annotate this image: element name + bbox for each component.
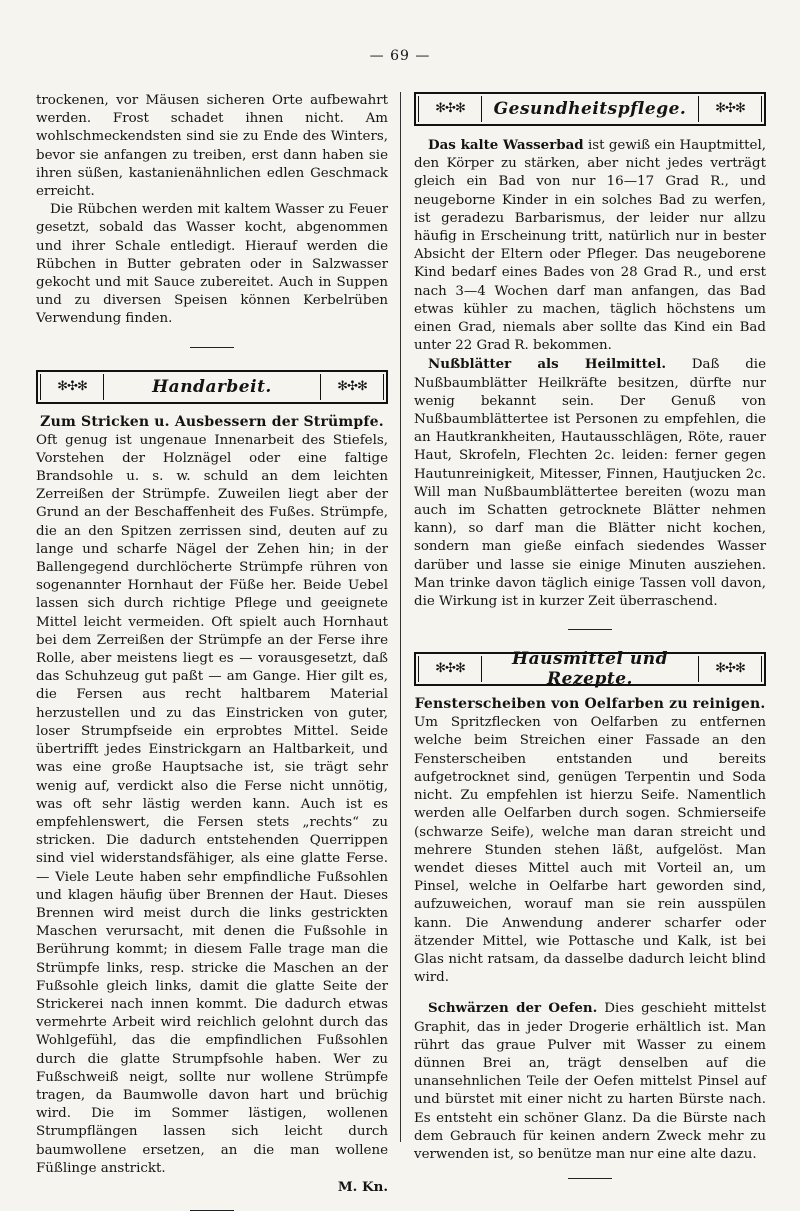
stove-lead: Schwärzen der Oefen. — [428, 1000, 598, 1017]
right-column — [414, 92, 766, 1179]
ornament-left-icon: ✻✣✻ — [418, 656, 482, 682]
nut-paragraph — [414, 355, 766, 611]
ornament-right-icon: ✻✣✻ — [698, 656, 762, 682]
nut-text: Daß die Nußbaumblätter Heilkräfte besitzen, dürfte nur wenig bekannt sein. Der Genuß von Nußbaumblättertee ist Personen zu empfehlen, die an Hautkrankheiten, Hautausschlägen, Röte, rauer Haut, Skrofeln, Flechten 2c. leiden: ferner gegen Hautunreinigkeit, Mitesser, Finnen, Hautjucken 2c. Will man Nußbaumblättertee bereiten (wozu man auch im Schatten getrocknete Blätter nehmen kann), so darf man die Blätter nicht kochen, sondern man gieße einfach siedendes Wasser darüber und lasse sie einige Minuten ausziehen. Man trinke davon täglich einige Tassen voll davon, die Wirkung ist in kurzer Zeit überraschend. — [414, 357, 766, 610]
separator-line-end — [568, 1178, 612, 1179]
section-title: Handarbeit. — [152, 376, 272, 397]
page-number: — 69 — — [369, 48, 431, 64]
signature: M. Kn. — [337, 1178, 388, 1195]
intro-paragraph-2: Die Rübchen werden mit kaltem Wasser zu Feuer gesetzt, sobald das Wasser kocht, abgenommen und ihrer Schale entledigt. Hierauf werden die Rübchen in Butter gebraten oder in Salzwasser gekocht und mit Sauce zubereitet. Auch in Suppen und zu diversen Speisen können Kerbelrüben Verwendung finden. — [36, 202, 388, 327]
bath-lead: Das kalte Wasserbad — [428, 137, 584, 153]
intro-paragraph-1: trockenen, vor Mäusen sicheren Orte aufbewahrt werden. Frost schadet ihnen nicht. Am wohlschmeckendsten sind sie zu Ende des Winters, bevor sie anfangen zu treiben, erst dann haben sie ihren süßen, kastanienähnlichen edlen Geschmack erreicht. — [36, 93, 388, 200]
section-header-handarbeit — [36, 370, 388, 404]
column-divider — [400, 92, 401, 1142]
window-article-text: Um Spritzflecken von Oelfarben zu entfernen welche beim Streichen einer Fassade an den Fensterscheiben entstanden und bereits aufgetrocknet sind, genügen Terpentin und Soda nicht. Zu empfehlen ist hierzu Seife. Namentlich werden alle Oelfarben durch sogen. Schmierseife (schwarze Seife), welche man daran streicht und mehrere Stunden stehen läßt, aufgelöst. Man wendet dieses Mittel auch mit Vorteil an, um Pinsel, welche in Oelfarbe hart geworden sind, aufzuweichen, worauf man sie rein ausspülen kann. Die Anwendung anderer scharfer oder ätzender Mittel, wie Pottasche und Kalk, ist bei Glas nicht ratsam, da dasselbe dadurch leicht blind wird. — [414, 715, 766, 986]
stove-text: Dies geschieht mittelst Graphit, das in jeder Drogerie erhältlich ist. Man rührt das graue Pulver mit Wasser zu einem dünnen Brei an, trägt denselben auf die unansehnlichen Teile der Oefen mittelst Pinsel auf und bürstet mit einer nicht zu harten Bürste nach. Es entsteht ein schöner Glanz. Da die Bürste nach dem Gebrauch für keinen andern Zweck mehr zu verwenden ist, so benütze man nur eine alte dazu. — [414, 1001, 766, 1162]
section-title: Hausmittel und Rezepte. — [512, 649, 668, 690]
ornament-right-icon: ✻✣✻ — [698, 96, 762, 122]
article-title: Zum Stricken u. Ausbessern der Strümpfe. — [40, 413, 384, 430]
separator-line — [568, 629, 612, 630]
section-title: Gesundheitspflege. — [493, 99, 687, 119]
section-header-gesundheitspflege — [414, 92, 766, 126]
window-article-title: Fensterscheiben von Oelfarben zu reinigen. — [414, 696, 766, 713]
article-text: Oft genug ist ungenaue Innenarbeit des Stiefels, Vorstehen der Holznägel oder eine faltige Brandsohle u. s. w. schuld an dem leichten Zerreißen der Strümpfe. Zuweilen liegt aber der Grund an der Beschaffenheit des Fußes. Strümpfe, die an den Spitzen zerrissen sind, deuten auf zu lange und scharfe Nägel der Zehen hin; in der Ballengegend durchlöcherte Strümpfe rühren von sogenannter Hornhaut der Füße her. Beide Uebel lassen sich durch richtige Pflege und geeignete Mittel leicht vermeiden. Oft spielt auch Hornhaut bei dem Zerreißen der Strümpfe an der Ferse ihre Rolle, aber meistens liegt es — vorausgesetzt, daß das Schuhzeug gut paßt — am Gange. Hier gilt es, die Fersen aus recht haltbarem Material herzustellen und zu das Einstricken von guter, loser Strumpfseide ein erprobtes Mittel. Seide übertrifft jedes Einstrickgarn an Haltbarkeit, und was eine große Hauptsache ist, sie trägt sehr wenig auf, verdickt also die Ferse nicht unnötig, was oft sehr lästig werden kann. Auch ist es empfehlenswert, die Fersen stets „rechts“ zu stricken. Die dadurch entstehenden Querrippen sind viel widerstandsfähiger, als eine glatte Ferse. — Viele Leute haben sehr empfindliche Fußsohlen und klagen häufig über Brennen der Haut. Dieses Brennen wird meist durch die links gestrickten Maschen verursacht, mit denen die Fußsohle in Berührung kommt; in diesem Falle trage man die Strümpfe links, resp. stricke die Maschen an der Fußsohle gleich links, damit die glatte Seite der Strickerei nach innen kommt. Die dadurch etwas vermehrte Arbeit wird reichlich gelohnt durch das Wohlgefühl, das die empfindlichen Fußsohlen durch die glatte Strumpfsohle haben. Wer zu Fußschweiß neigt, sollte nur wollene Strümpfe tragen, da Baumwolle davon hart und brüchig wird. Die im Sommer lästigen, wollenen Strumpflängen lassen sich leicht durch baumwollene ersetzen, an die man wollene Füßlinge anstrickt. — [36, 432, 388, 1176]
bath-paragraph — [414, 136, 766, 355]
left-column — [36, 92, 388, 1211]
stove-paragraph — [414, 999, 766, 1164]
ornament-right-icon: ✻✣✻ — [320, 374, 384, 400]
bath-text: ist gewiß ein Hauptmittel, den Körper zu stärken, aber nicht jedes verträgt gleich ein Bad von nur 16—17 Grad R., und neugeborne Kinder in ein solches Bad zu werfen, ist geradezu Barbarismus, der leider nur allzu häufig in Erscheinung tritt, natürlich nur in bester Absicht der Eltern oder Pfleger. Das neugeborene Kind bedarf eines Bades von 28 Grad R., und erst nach 3—4 Wochen darf man anfangen, das Bad etwas kühler zu machen, täglich höchstens um einen Grad, niemals aber sollte das Kind ein Bad unter 22 Grad R. bekommen. — [414, 138, 766, 354]
separator-line — [190, 347, 234, 348]
ornament-left-icon: ✻✣✻ — [40, 374, 104, 400]
ornament-left-icon: ✻✣✻ — [418, 96, 482, 122]
nut-lead: Nußblätter als Heilmittel. — [428, 356, 667, 373]
section-header-hausmittel — [414, 649, 766, 690]
